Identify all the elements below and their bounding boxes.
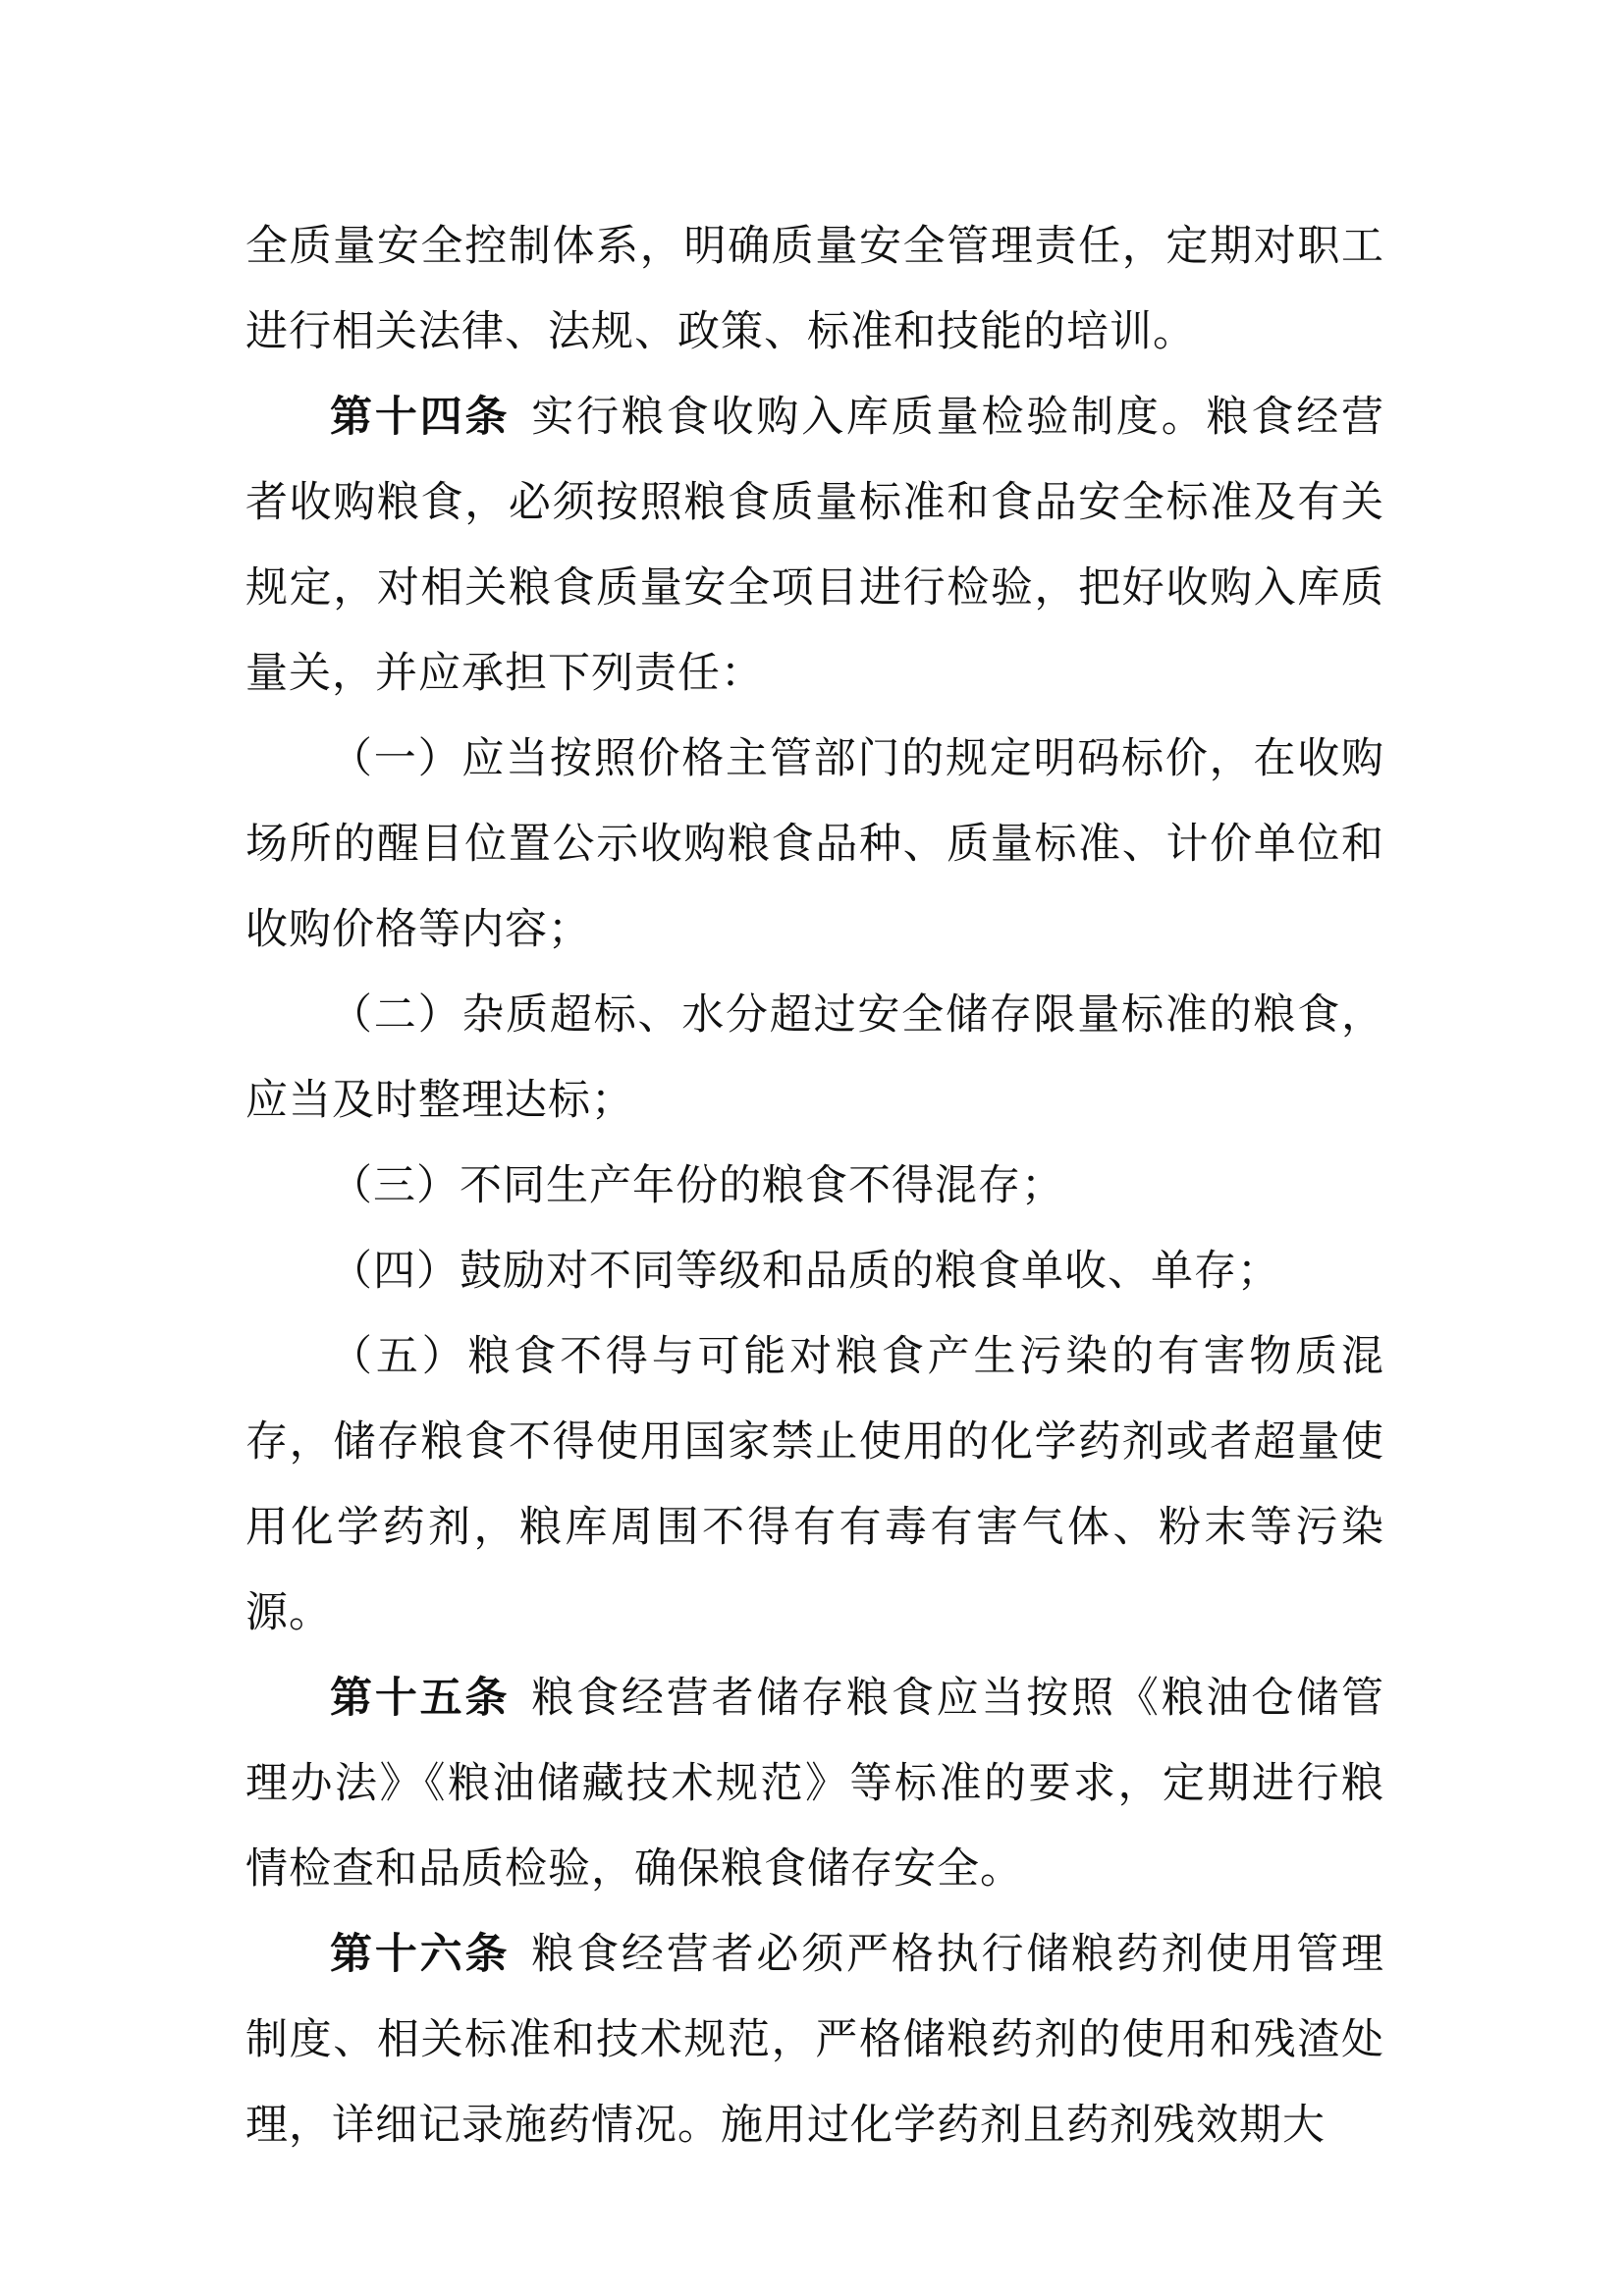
article-16-text: 粮食经营者必须严格执行储粮药剂使用管理制度、相关标准和技术规范，严格储粮药剂的使用和残渣处理，详细记录施药情况。施用过化学药剂且药剂残效期大 <box>245 1930 1385 2150</box>
list-item-3-text: （三）不同生产年份的粮食不得混存； <box>330 1161 1064 1210</box>
list-item-4 <box>245 1229 1384 1314</box>
article-14-text: 实行粮食收购入库质量检验制度。粮食经营者收购粮食，必须按照粮食质量标准和食品安全标准及有关规定，对相关粮食质量安全项目进行检验，把好收购入库质量关，并应承担下列责任： <box>245 393 1385 698</box>
article-15-paragraph <box>245 1656 1384 1912</box>
document-body <box>245 204 1384 2168</box>
list-item-5 <box>245 1314 1384 1656</box>
list-item-2-text: （二）杂质超标、水分超过安全储存限量标准的粮食，应当及时整理达标； <box>245 990 1384 1125</box>
list-item-2 <box>245 973 1384 1144</box>
article-16-label: 第十六条 <box>330 1930 511 1979</box>
article-14-paragraph <box>245 375 1384 717</box>
list-item-1 <box>245 717 1384 973</box>
article-15-text: 粮食经营者储存粮食应当按照《粮油仓储管理办法》《粮油储藏技术规范》等标准的要求，定期进行粮情检查和品质检验，确保粮食储存安全。 <box>245 1674 1385 1894</box>
article-15-label: 第十五条 <box>330 1674 511 1723</box>
list-item-1-text: （一）应当按照价格主管部门的规定明码标价，在收购场所的醒目位置公示收购粮食品种、质量标准、计价单位和收购价格等内容； <box>245 734 1384 954</box>
list-item-4-text: （四）鼓励对不同等级和品质的粮食单收、单存； <box>330 1247 1280 1296</box>
list-item-5-text: （五）粮食不得与可能对粮食产生污染的有害物质混存，储存粮食不得使用国家禁止使用的化学药剂或者超量使用化学药剂，粮库周围不得有有毒有害气体、粉末等污染源。 <box>245 1332 1384 1637</box>
paragraph-continuation <box>245 204 1384 375</box>
list-item-3 <box>245 1144 1384 1229</box>
paragraph-text: 全质量安全控制体系，明确质量安全管理责任，定期对职工进行相关法律、法规、政策、标准和技能的培训。 <box>245 222 1384 356</box>
article-14-label: 第十四条 <box>330 393 511 442</box>
article-16-paragraph <box>245 1912 1384 2168</box>
